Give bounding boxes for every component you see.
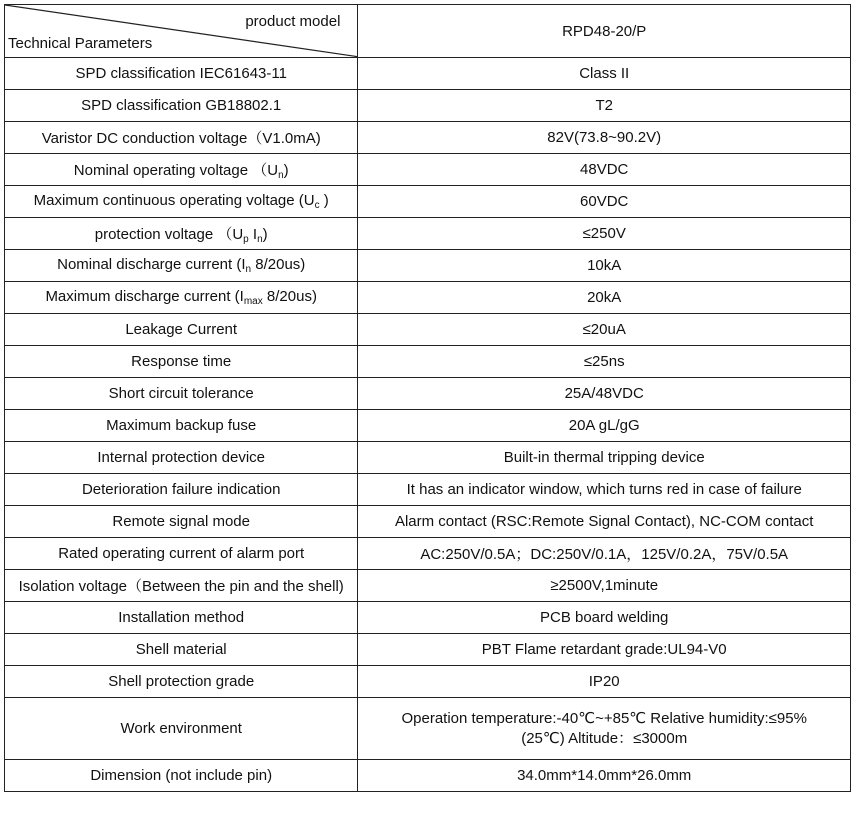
param-label: Dimension (not include pin) bbox=[5, 760, 358, 792]
param-label: Remote signal mode bbox=[5, 506, 358, 538]
param-label: Shell material bbox=[5, 634, 358, 666]
table-row bbox=[5, 154, 851, 186]
param-label: Nominal discharge current ($I_n$ 8/20us) bbox=[5, 250, 358, 282]
param-value: It has an indicator window, which turns red in case of failure bbox=[358, 474, 851, 506]
param-value: 20kA bbox=[358, 282, 851, 314]
param-label: Response time bbox=[5, 346, 358, 378]
table-row bbox=[5, 90, 851, 122]
param-label: Work environment bbox=[5, 698, 358, 760]
header-diagonal-cell bbox=[5, 5, 358, 58]
param-value: PCB board welding bbox=[358, 602, 851, 634]
table-row bbox=[5, 218, 851, 250]
param-label: Maximum continuous operating voltage ($U_c$ ) bbox=[5, 186, 358, 218]
param-value: T2 bbox=[358, 90, 851, 122]
param-label: SPD classification GB18802.1 bbox=[5, 90, 358, 122]
table-row bbox=[5, 250, 851, 282]
param-label: Isolation voltage（Between the pin and the shell) bbox=[5, 570, 358, 602]
param-label: Shell protection grade bbox=[5, 666, 358, 698]
param-value: 48VDC bbox=[358, 154, 851, 186]
table-row bbox=[5, 186, 851, 218]
work-env-line-2: (25℃) Altitude：≤3000m bbox=[521, 729, 688, 747]
table-row bbox=[5, 314, 851, 346]
param-value bbox=[358, 698, 851, 760]
param-value: 82V(73.8~90.2V) bbox=[358, 122, 851, 154]
param-value: ≤25ns bbox=[358, 346, 851, 378]
technical-parameters-table bbox=[4, 4, 851, 792]
param-value: 25A/48VDC bbox=[358, 378, 851, 410]
param-label: Internal protection device bbox=[5, 442, 358, 474]
technical-parameters-label: Technical Parameters bbox=[8, 35, 153, 52]
table-row bbox=[5, 760, 851, 792]
table-row bbox=[5, 666, 851, 698]
model-value-cell: RPD48-20/P bbox=[358, 5, 851, 58]
table-row bbox=[5, 346, 851, 378]
param-value: Alarm contact (RSC:Remote Signal Contact), NC-COM contact bbox=[358, 506, 851, 538]
param-label: Installation method bbox=[5, 602, 358, 634]
table-row bbox=[5, 122, 851, 154]
param-value: Class II bbox=[358, 58, 851, 90]
table-header-row bbox=[5, 5, 851, 58]
param-value: ≤250V bbox=[358, 218, 851, 250]
param-label: Deterioration failure indication bbox=[5, 474, 358, 506]
table-row bbox=[5, 602, 851, 634]
param-label: Varistor DC conduction voltage（V1.0mA) bbox=[5, 122, 358, 154]
param-label: Maximum discharge current ($I_{max}$ 8/20us) bbox=[5, 282, 358, 314]
param-label: Rated operating current of alarm port bbox=[5, 538, 358, 570]
table-row bbox=[5, 378, 851, 410]
param-value: IP20 bbox=[358, 666, 851, 698]
table-row bbox=[5, 282, 851, 314]
param-label: Short circuit tolerance bbox=[5, 378, 358, 410]
table-row bbox=[5, 506, 851, 538]
param-value: 10kA bbox=[358, 250, 851, 282]
param-value: 20A gL/gG bbox=[358, 410, 851, 442]
work-env-line-1: Operation temperature:-40℃~+85℃ Relative humidity:≤95% bbox=[401, 709, 807, 727]
param-label: protection voltage （$U_p$ $I_n$) bbox=[5, 218, 358, 250]
param-label: Leakage Current bbox=[5, 314, 358, 346]
param-label: Nominal operating voltage $(U_n)$ bbox=[5, 154, 358, 186]
param-label: SPD classification IEC61643-11 bbox=[5, 58, 358, 90]
param-value: ≥2500V,1minute bbox=[358, 570, 851, 602]
table-row bbox=[5, 442, 851, 474]
table-row bbox=[5, 698, 851, 760]
spec-table-container bbox=[4, 4, 851, 792]
param-value: PBT Flame retardant grade:UL94-V0 bbox=[358, 634, 851, 666]
table-row bbox=[5, 410, 851, 442]
table-row bbox=[5, 474, 851, 506]
param-value: AC:250V/0.5A；DC:250V/0.1A，125V/0.2A，75V/0.5A bbox=[358, 538, 851, 570]
param-value: ≤20uA bbox=[358, 314, 851, 346]
table-row bbox=[5, 538, 851, 570]
param-value: 34.0mm*14.0mm*26.0mm bbox=[358, 760, 851, 792]
param-value: 60VDC bbox=[358, 186, 851, 218]
table-row bbox=[5, 58, 851, 90]
param-value: Built-in thermal tripping device bbox=[358, 442, 851, 474]
table-row bbox=[5, 570, 851, 602]
table-row bbox=[5, 634, 851, 666]
product-model-label: product model bbox=[245, 13, 341, 30]
param-label: Maximum backup fuse bbox=[5, 410, 358, 442]
